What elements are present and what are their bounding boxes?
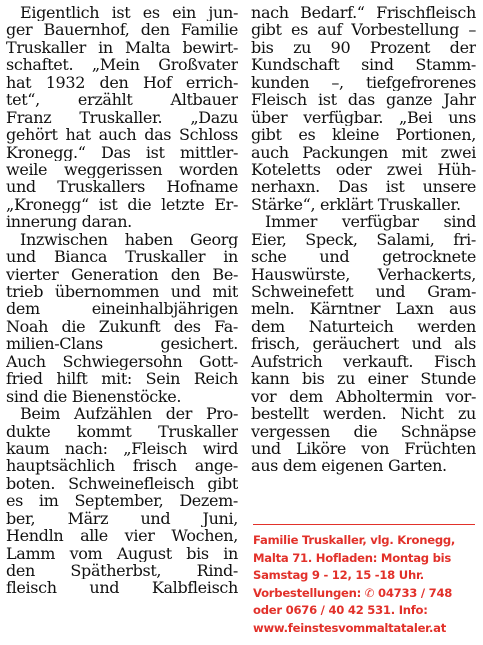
info-line: Samstag 9 - 12, 15 -18 Uhr.	[253, 568, 424, 583]
article-line: dukte kommt Truskaller	[6, 422, 238, 440]
article-line: kunden –, tiefgefrorenes	[251, 73, 476, 92]
article-line: kaum nach: „Fleisch wird	[6, 439, 238, 458]
article-line: Fleisch ist das ganze Jahr	[251, 91, 476, 109]
article-line: gehört hat auch das Schloss	[6, 126, 238, 144]
article-line: dem eineinhalbjährigen	[6, 300, 238, 318]
article-line: Inzwischen haben Georg	[20, 230, 238, 249]
article-line: vor dem Abholtermin vor-	[251, 387, 476, 406]
article-line: tet“, erzählt Altbauer	[6, 91, 238, 109]
info-line: oder 0676 / 40 42 531. Info:	[253, 603, 428, 618]
article-line: Lamm vom August bis in	[6, 544, 238, 562]
info-line: www.feinstesvommaltataler.at	[253, 620, 447, 635]
article-right-column	[251, 4, 476, 475]
article-line: bis zu 90 Prozent der	[251, 38, 476, 57]
article-line: innerung daran.	[6, 213, 132, 231]
article-line: Franz Truskaller. „Dazu	[6, 108, 238, 127]
article-line: Koteletts oder zwei Hüh-	[251, 160, 476, 179]
article-line: gibt es auf Vorbestellung –	[251, 21, 476, 39]
article-line: fried hilft mit: Sein Reich	[6, 370, 238, 388]
info-box-text	[253, 532, 475, 638]
article-line: gibt es kleine Portionen,	[251, 126, 476, 144]
article-line: hat 1932 den Hof errich-	[6, 73, 238, 92]
article-line: „Kronegg“ ist die letzte Er-	[6, 195, 238, 214]
article-line: Hauswürste, Verhackerts,	[251, 265, 476, 283]
article-line: und Liköre von Früchten	[251, 439, 476, 458]
article-line: Stärke“, erklärt Truskaller.	[251, 195, 461, 214]
article-line: Schweinefett und Gram-	[251, 283, 476, 301]
info-line: Malta 71. Hofladen: Montag bis	[253, 550, 452, 565]
article-line: Hendln alle vier Wochen,	[6, 527, 238, 545]
article-line: vierter Generation den Be-	[6, 265, 238, 283]
article-line: den Spätherbst, Rind-	[6, 562, 238, 580]
article-line: Beim Aufzählen der Pro-	[20, 405, 238, 423]
article-line: Truskaller in Malta bewirt-	[6, 38, 238, 57]
article-left-column	[6, 4, 238, 597]
article-line: Immer verfügbar sind	[265, 213, 476, 231]
article-line: ger Bauernhof, den Familie	[6, 21, 238, 39]
article-line: es im September, Dezem-	[6, 492, 238, 510]
article-line: Eier, Speck, Salami, fri-	[251, 230, 476, 249]
article-line: weile weggerissen worden	[6, 160, 238, 179]
article-line: dem Naturteich werden	[251, 317, 476, 336]
info-box	[253, 524, 475, 638]
article-line: boten. Schweinefleisch gibt	[6, 474, 238, 493]
article-line: und Bianca Truskaller in	[6, 248, 238, 266]
article-line: sche und getrocknete	[251, 248, 476, 266]
info-box-divider	[253, 524, 475, 525]
article-line: auch Packungen mit zwei	[251, 143, 476, 161]
article-line: Auch Schwiegersohn Gott-	[6, 352, 238, 371]
article-line: meln. Kärntner Laxn aus	[251, 300, 476, 318]
article-line: Eigentlich ist es ein jun-	[20, 4, 238, 22]
article-line: nach Bedarf.“ Frischfleisch	[251, 4, 476, 22]
article-line: trieb übernommen und mit	[6, 283, 238, 301]
article-line: Kronegg.“ Das ist mittler-	[6, 143, 238, 161]
article-line: fleisch und Kalbfleisch	[6, 579, 238, 597]
article-line: milien-Clans gesichert.	[6, 335, 238, 353]
article-line: aus dem eigenen Garten.	[251, 457, 447, 475]
article-line: vergessen die Schnäpse	[251, 422, 476, 440]
article-line: und Truskallers Hofname	[6, 178, 238, 196]
article-line: Noah die Zukunft des Fa-	[6, 317, 238, 336]
article-line: nerhaxn. Das ist unsere	[251, 178, 476, 196]
info-line: Vorbestellungen: ✆ 04733 / 748	[253, 585, 453, 600]
article-line: Aufstrich verkauft. Fisch	[251, 352, 476, 371]
article-line: ber, März und Juni,	[6, 509, 238, 528]
article-line: kann bis zu einer Stunde	[251, 370, 476, 388]
article-line: über verfügbar. „Bei uns	[251, 108, 476, 127]
article-line: hauptsächlich frisch ange-	[6, 457, 238, 475]
article-line: schaftet. „Mein Großvater	[6, 56, 238, 74]
article-line: Kundschaft sind Stamm-	[251, 56, 476, 74]
article-line: sind die Bienenstöcke.	[6, 387, 182, 406]
article-line: frisch, geräuchert und als	[251, 335, 476, 353]
article-line: bestellt werden. Nicht zu	[251, 405, 476, 423]
info-line: Familie Truskaller, vlg. Kronegg,	[253, 533, 456, 547]
